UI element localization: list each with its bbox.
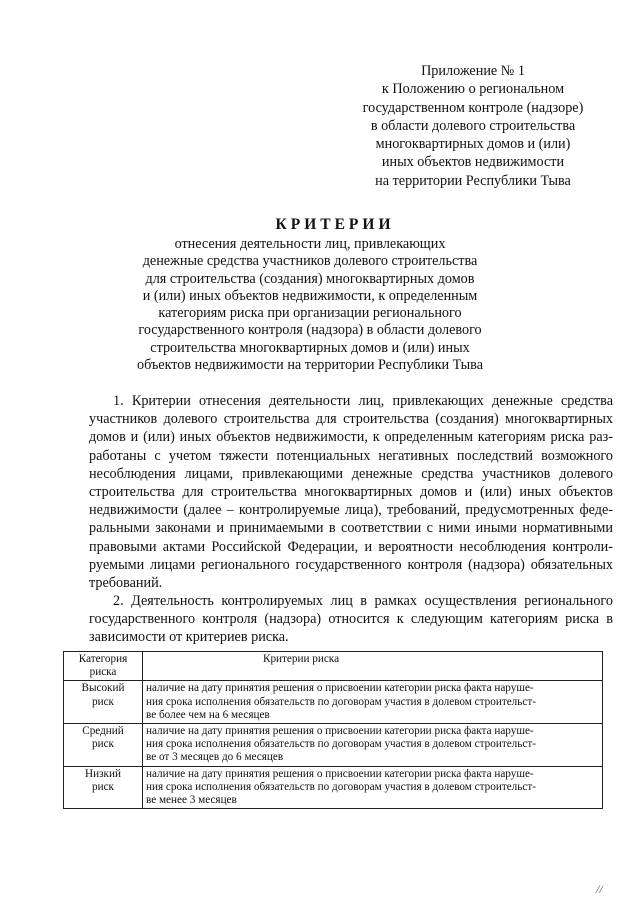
subtitle-line: строительства многоквартирных домов и (или) иных bbox=[150, 339, 470, 356]
category-line: риск bbox=[92, 695, 114, 708]
subtitle-line: для строительства (создания) многоквартирных домов bbox=[145, 270, 475, 287]
appendix-line: многоквартирных домов и (или) bbox=[375, 136, 571, 153]
criteria-line: ве менее 3 месяцев bbox=[146, 794, 237, 807]
criteria-line: наличие на дату принятия решения о присвоении категории риска факта наруше- bbox=[146, 725, 534, 738]
table-row bbox=[64, 724, 603, 767]
table-header-row bbox=[64, 652, 603, 681]
header-criteria bbox=[143, 652, 603, 681]
subtitle-line: государственного контроля (надзора) в области долевого bbox=[138, 322, 482, 339]
risk-criteria-table bbox=[63, 651, 603, 809]
appendix-header bbox=[318, 62, 628, 190]
category-line: Высокий bbox=[81, 682, 125, 695]
paragraph-2-line: 2. Деятельность контролируемых лиц в рамках осуществления регионального bbox=[113, 593, 613, 610]
category-line: Средний bbox=[82, 725, 124, 738]
category-cell bbox=[64, 724, 143, 767]
criteria-cell bbox=[143, 724, 603, 767]
criteria-line: ния срока исполнения обязательств по договорам участия в долевом строительст- bbox=[146, 780, 536, 793]
table-row bbox=[64, 766, 603, 809]
header-category bbox=[64, 652, 143, 681]
criteria-line: наличие на дату принятия решения о присвоении категории риска факта наруше- bbox=[146, 767, 534, 780]
appendix-line: на территории Республики Тыва bbox=[375, 172, 571, 189]
appendix-line: иных объектов недвижимости bbox=[381, 154, 565, 171]
criteria-line: наличие на дату принятия решения о присвоении категории риска факта наруше- bbox=[146, 682, 534, 695]
criteria-line: ния срока исполнения обязательств по договорам участия в долевом строительст- bbox=[146, 738, 536, 751]
paragraph-2-line: государственного контроля (надзора) относится к следующим категориям риска в bbox=[89, 611, 613, 628]
header-criteria-label: Критерии риска bbox=[263, 653, 340, 665]
paragraph-1-line: 1. Критерии отнесения деятельности лиц, привлекающих денежные средства bbox=[113, 393, 613, 409]
appendix-line: в области долевого строительства bbox=[370, 117, 576, 134]
page-corner-mark: // bbox=[596, 882, 603, 896]
appendix-line: к Положению о региональном bbox=[381, 81, 565, 98]
header-category-line: Категория bbox=[78, 653, 128, 665]
appendix-line: Приложение № 1 bbox=[421, 63, 525, 79]
criteria-line: ве более чем на 6 месяцев bbox=[146, 708, 270, 721]
table-row bbox=[64, 681, 603, 724]
criteria-line: ния срока исполнения обязательств по договорам участия в долевом строительст- bbox=[146, 695, 536, 708]
paragraph-1-line: несоблюдения лицами, привлекающими денежные средства участников долевого bbox=[89, 465, 613, 482]
category-line: Низкий bbox=[85, 767, 121, 780]
paragraph-1-line: участников долевого строительства для строительства (создания) многоквартирных bbox=[89, 411, 613, 428]
document-subtitle bbox=[100, 236, 520, 374]
subtitle-line: и (или) иных объектов недвижимости, к определенным bbox=[142, 287, 478, 304]
subtitle-line: категориям риска при организации регионального bbox=[158, 305, 462, 322]
paragraph-1-line: недвижимости (далее – контролируемые лица), требований, предусмотренных феде- bbox=[89, 502, 613, 519]
category-line: риск bbox=[92, 738, 114, 751]
category-cell bbox=[64, 681, 143, 724]
body-text bbox=[89, 392, 613, 647]
paragraph-1-line: требований. bbox=[89, 574, 163, 591]
criteria-cell bbox=[143, 766, 603, 809]
category-cell bbox=[64, 766, 143, 809]
subtitle-line: отнесения деятельности лиц, привлекающих bbox=[174, 236, 446, 252]
paragraph-1-line: ральными законами и принимаемыми в соответствии с ними иными нормативными bbox=[89, 520, 613, 537]
paragraph-1-line: строительства для строительства многоквартирных домов и (или) иных объектов bbox=[89, 483, 613, 500]
paragraph-1-line: работаны с учетом тяжести потенциальных негативных последствий возможного bbox=[89, 447, 613, 464]
paragraph-1-line: домов и (или) иных объектов недвижимости, к определенным категориям риска раз- bbox=[89, 429, 613, 446]
appendix-line: государственном контроле (надзоре) bbox=[362, 99, 584, 116]
subtitle-line: денежные средства участников долевого строительства bbox=[142, 253, 478, 270]
criteria-cell bbox=[143, 681, 603, 724]
criteria-line: ве от 3 месяцев до 6 месяцев bbox=[146, 751, 284, 764]
paragraph-1-line: руемыми лицами регионального государственного контроля (надзора) обязательных bbox=[89, 556, 613, 573]
document-title: КРИТЕРИИ bbox=[275, 216, 395, 233]
subtitle-line: объектов недвижимости на территории Республики Тыва bbox=[137, 357, 483, 374]
paragraph-1-line: правовыми актами Российской Федерации, и вероятности несоблюдения контроли- bbox=[89, 538, 613, 555]
paragraph-2-line: зависимости от критериев риска. bbox=[89, 629, 289, 646]
category-line: риск bbox=[92, 780, 114, 793]
header-category-line: риска bbox=[89, 666, 117, 679]
